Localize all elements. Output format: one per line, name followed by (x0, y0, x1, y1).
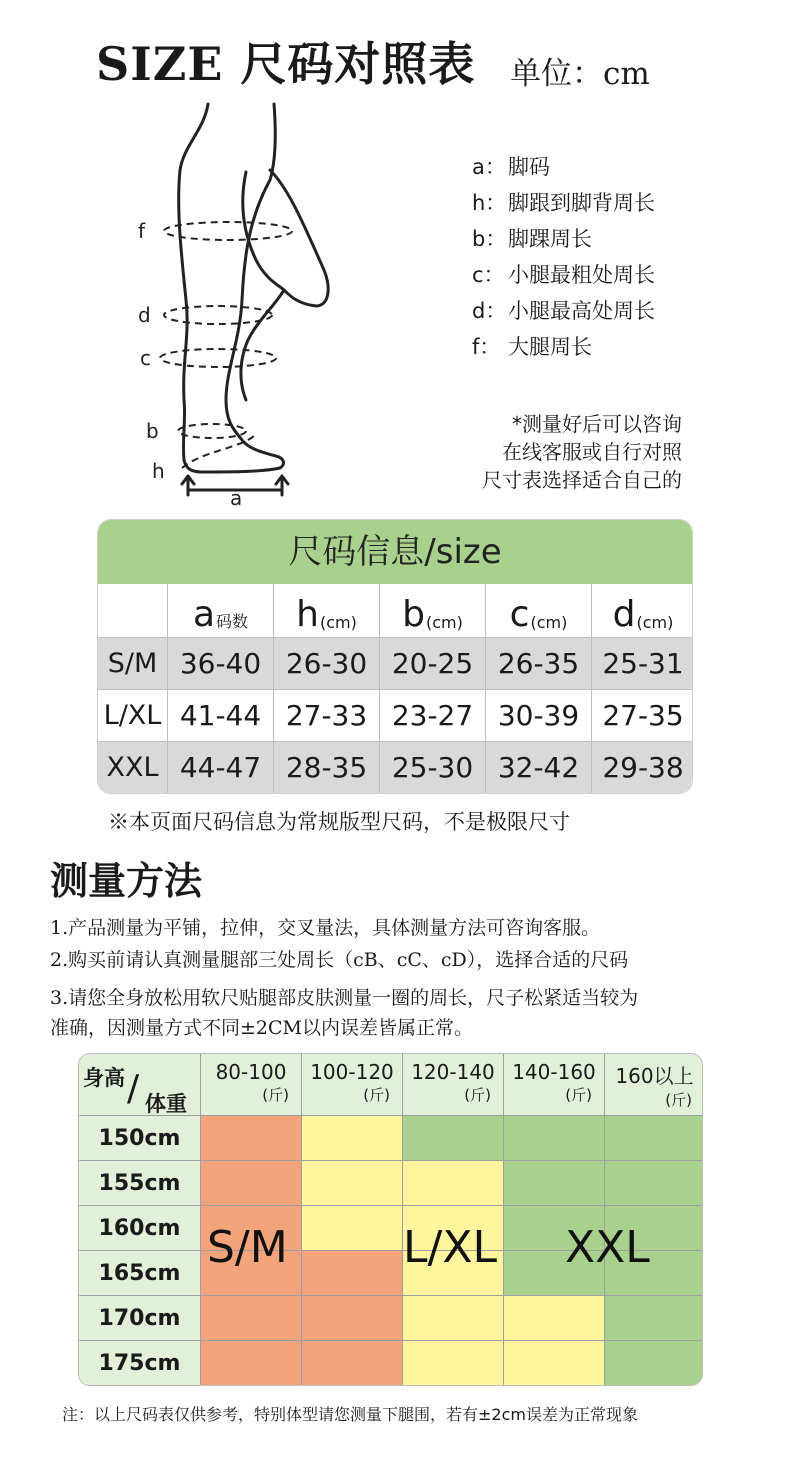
height-row-label: 165cm (79, 1251, 201, 1296)
leg-diagram (130, 100, 350, 515)
hw-corner: 身高 / 体重 (79, 1054, 201, 1116)
weight-column-header: 140-160 (斤) (504, 1054, 605, 1116)
size-zone-cell (302, 1341, 403, 1386)
size-header-c: c (cm) (486, 584, 592, 638)
size-cell: 32-42 (486, 742, 592, 794)
size-header-h: h (cm) (274, 584, 380, 638)
method-title: 测量方法 (50, 858, 203, 903)
size-zone-cell (605, 1296, 703, 1341)
size-zone-cell (504, 1296, 605, 1341)
height-row-label: 155cm (79, 1161, 201, 1206)
size-zone-cell (605, 1116, 703, 1161)
weight-column-header: 160以上 (斤) (605, 1054, 703, 1116)
size-row-label: L/XL (98, 690, 168, 742)
d-measure-ring (164, 306, 272, 324)
label-h: h (152, 459, 165, 483)
size-header-d: d (cm) (592, 584, 693, 638)
height-row-label: 170cm (79, 1296, 201, 1341)
size-row-label: S/M (98, 638, 168, 690)
size-cell: 30-39 (486, 690, 592, 742)
size-zone-cell (504, 1161, 605, 1206)
weight-column-header: 120-140 (斤) (403, 1054, 504, 1116)
size-cell: 41-44 (168, 690, 274, 742)
legend-item: f： 大腿周长 (472, 335, 592, 359)
method-item: 2.购买前请认真测量腿部三处周长（cB、cC、cD），选择合适的尺码 (50, 949, 629, 971)
size-cell: 27-35 (592, 690, 693, 742)
size-row-label: XXL (98, 742, 168, 794)
weight-axis-label: 体重 (145, 1092, 187, 1116)
size-cell: 25-30 (380, 742, 486, 794)
size-cell: 44-47 (168, 742, 274, 794)
method-item: 准确，因测量方式不同±2CM以内误差皆属正常。 (50, 1017, 474, 1039)
legend-item: c： 小腿最粗处周长 (472, 263, 655, 287)
size-zone-cell (504, 1341, 605, 1386)
size-grid (98, 584, 692, 794)
size-table-title: 尺码信息/size (98, 520, 692, 584)
legend-item: b：脚踝周长 (472, 227, 592, 251)
size-cell: 20-25 (380, 638, 486, 690)
height-weight-chart (78, 1053, 703, 1386)
size-cell: 25-31 (592, 638, 693, 690)
size-table (97, 519, 693, 794)
unit-label: 单位：cm (510, 56, 650, 92)
size-cell: 27-33 (274, 690, 380, 742)
size-cell: 29-38 (592, 742, 693, 794)
size-cell: 26-30 (274, 638, 380, 690)
label-f: f (138, 219, 146, 243)
size-zone-cell (201, 1116, 302, 1161)
size-zone-cell (302, 1161, 403, 1206)
size-zone-cell (504, 1116, 605, 1161)
method-item: 1.产品测量为平铺，拉伸，交叉量法，具体测量方法可咨询客服。 (50, 917, 601, 939)
weight-column-header: 100-120 (斤) (302, 1054, 403, 1116)
size-header-empty (98, 584, 168, 638)
c-measure-ring (160, 349, 276, 367)
zone-label-sm: S/M (207, 1222, 288, 1273)
size-zone-cell (302, 1296, 403, 1341)
height-row-label: 150cm (79, 1116, 201, 1161)
label-a: a (230, 486, 243, 510)
size-zone-cell (201, 1161, 302, 1206)
size-zone-cell (605, 1161, 703, 1206)
size-zone-cell (302, 1116, 403, 1161)
size-zone-cell (201, 1341, 302, 1386)
size-cell: 23-27 (380, 690, 486, 742)
legend-item: h：脚跟到脚背周长 (472, 191, 655, 215)
size-cell: 28-35 (274, 742, 380, 794)
bottom-note: 注：以上尺码表仅供参考，特别体型请您测量下腿围，若有±2cm误差为正常现象 (62, 1405, 638, 1424)
size-zone-cell (605, 1341, 703, 1386)
size-header-a: a 码数 (168, 584, 274, 638)
measure-note: *测量好后可以咨询 在线客服或自行对照 尺寸表选择适合自己的 (482, 412, 682, 492)
size-zone-cell (302, 1251, 403, 1296)
size-cell: 26-35 (486, 638, 592, 690)
f-measure-ring (164, 222, 292, 240)
height-row-label: 160cm (79, 1206, 201, 1251)
front-leg-outline (179, 104, 208, 460)
label-c: c (140, 346, 151, 370)
size-zone-cell (201, 1296, 302, 1341)
label-b: b (146, 419, 159, 443)
height-axis-label: 身高 (83, 1066, 125, 1090)
size-footnote: ※本页面尺码信息为常规版型尺码，不是极限尺寸 (108, 810, 570, 834)
method-item: 3.请您全身放松用软尺贴腿部皮肤测量一圈的周长，尺子松紧适当较为 (50, 987, 639, 1009)
size-zone-cell (403, 1161, 504, 1206)
page-title: SIZE 尺码对照表 (96, 37, 476, 91)
size-zone-cell (403, 1116, 504, 1161)
size-zone-cell (403, 1296, 504, 1341)
hw-grid (79, 1054, 702, 1386)
size-zone-cell (302, 1206, 403, 1251)
weight-column-header: 80-100 (斤) (201, 1054, 302, 1116)
legend-item: d：小腿最高处周长 (472, 299, 655, 323)
size-cell: 36-40 (168, 638, 274, 690)
measurement-legend (472, 152, 655, 368)
label-d: d (138, 303, 151, 327)
size-zone-cell (403, 1341, 504, 1386)
height-row-label: 175cm (79, 1341, 201, 1386)
zone-label-xxl: XXL (565, 1222, 650, 1273)
zone-label-lxl: L/XL (403, 1222, 497, 1273)
size-header-b: b (cm) (380, 584, 486, 638)
legend-item: a： 脚码 (472, 155, 550, 179)
